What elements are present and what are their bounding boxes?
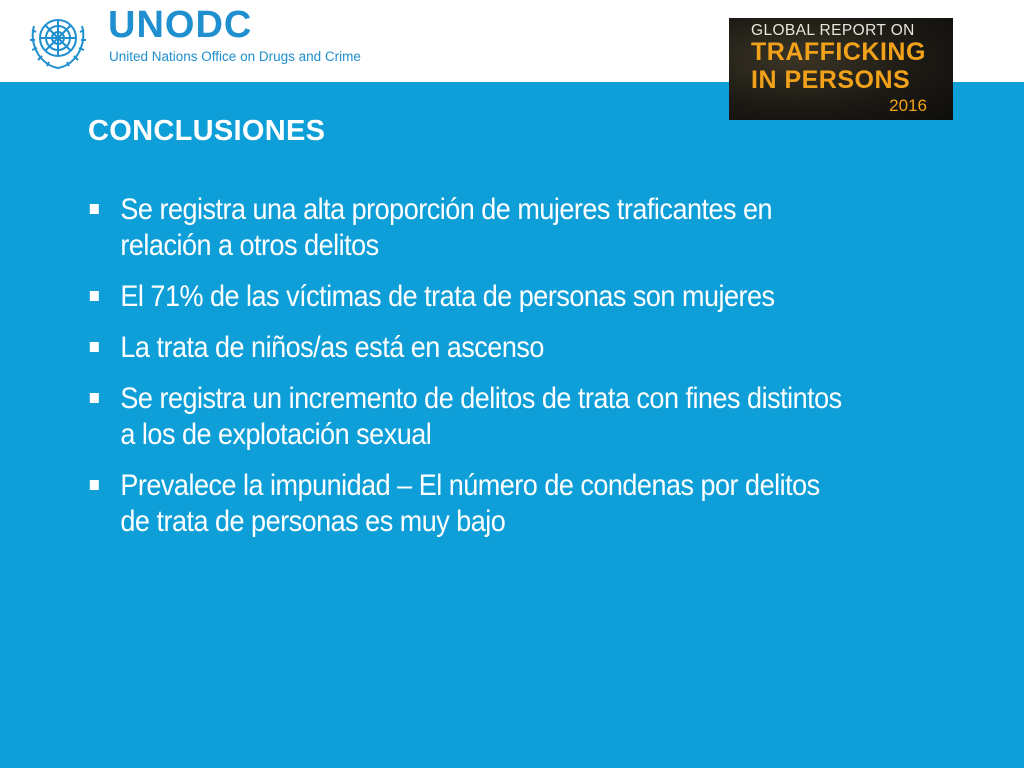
- un-emblem-icon: [24, 6, 92, 74]
- bullet-item: [88, 381, 853, 453]
- square-bullet-icon: [90, 204, 99, 214]
- bullet-text: El 71% de las víctimas de trata de personas son mujeres: [120, 280, 775, 313]
- bullet-text: Prevalece la impunidad – El número de condenas por delitos de trata de personas es muy bajo: [120, 469, 820, 538]
- bullet-item: [88, 468, 853, 540]
- square-bullet-icon: [90, 480, 99, 490]
- report-cover-badge: [729, 18, 953, 120]
- square-bullet-icon: [90, 393, 99, 403]
- square-bullet-icon: [90, 291, 99, 301]
- badge-line-1: GLOBAL REPORT ON: [751, 22, 915, 39]
- slide-title: CONCLUSIONES: [88, 115, 326, 147]
- org-acronym: UNODC: [108, 4, 253, 46]
- bullet-item: [88, 330, 853, 366]
- badge-line-3: IN PERSONS: [751, 66, 911, 94]
- bullet-item: [88, 192, 853, 264]
- bullet-list: [88, 192, 938, 555]
- badge-year: 2016: [889, 96, 927, 115]
- square-bullet-icon: [90, 342, 99, 352]
- bullet-text: La trata de niños/as está en ascenso: [120, 331, 544, 364]
- org-full-name: United Nations Office on Drugs and Crime: [109, 49, 361, 64]
- badge-line-2: TRAFFICKING: [751, 38, 926, 66]
- bullet-item: [88, 279, 853, 315]
- bullet-text: Se registra un incremento de delitos de trata con fines distintos a los de explotación sexual: [120, 382, 842, 451]
- bullet-text: Se registra una alta proporción de mujeres traficantes en relación a otros delitos: [120, 193, 773, 262]
